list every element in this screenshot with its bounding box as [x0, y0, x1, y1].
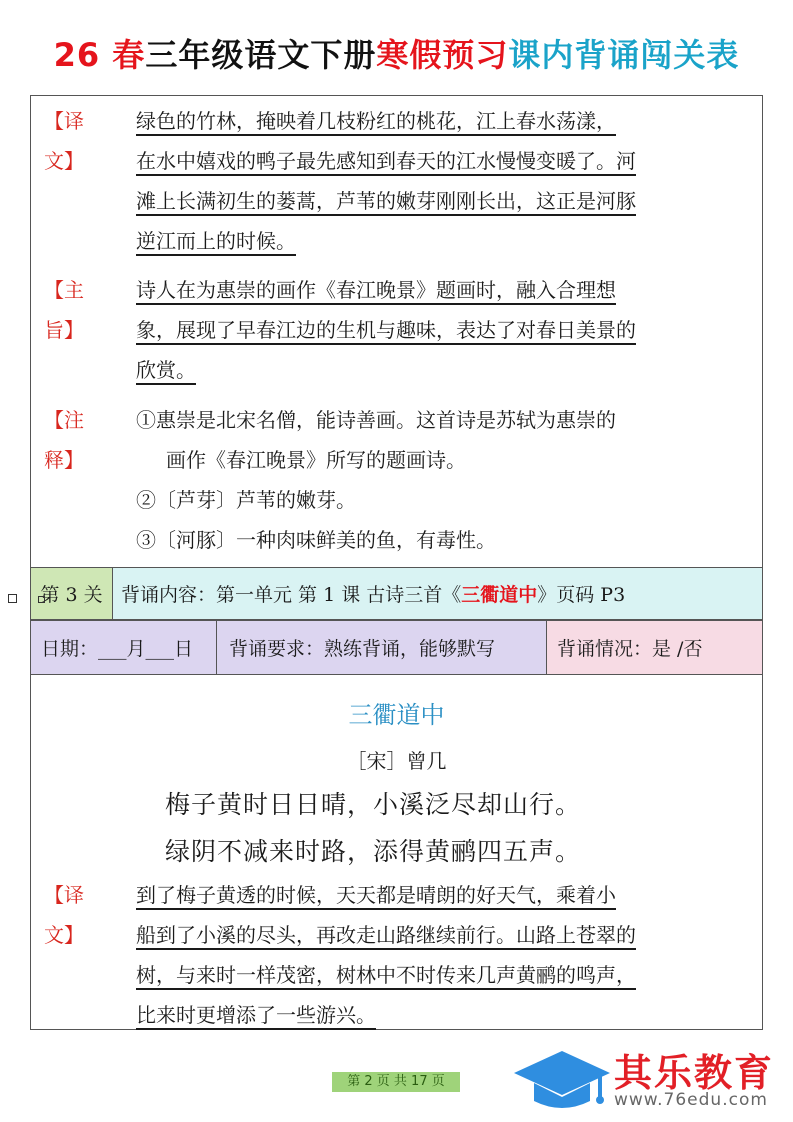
- poem-title: 三衢道中: [348, 701, 445, 729]
- lesson-title-highlight: 三衢道中: [461, 584, 538, 606]
- level-row: [30, 567, 763, 620]
- level-cell: [31, 568, 113, 619]
- status-text: 背诵情况：是 /否: [557, 638, 703, 660]
- content-cell: [113, 568, 762, 619]
- theme-line: 诗人在为惠崇的画作《春江晚景》题画时，融入合理想: [136, 278, 616, 302]
- date-field: 日期：___月___日: [41, 638, 194, 660]
- theme-tag: 【主旨】: [44, 278, 84, 342]
- requirement-text: 背诵要求：熟练背诵，能够默写: [229, 638, 496, 660]
- translation-line: 绿色的竹林，掩映着几枝粉红的桃花，江上春水荡漾，: [136, 109, 616, 133]
- requirement-cell: [217, 621, 547, 674]
- date-cell: [31, 621, 217, 674]
- title-part-table: 课内背诵闯关表: [508, 36, 740, 74]
- checkbox-marker: [8, 594, 17, 603]
- checkbox-marker-inner: [38, 596, 45, 603]
- info-row: [30, 620, 763, 675]
- title-part-preview: 寒假预习: [376, 36, 509, 74]
- poem-line: 绿阴不减来时路，添得黄鹂四五声。: [165, 837, 582, 866]
- theme-line: 象，展现了早春江边的生机与趣味，表达了对春日美景的: [136, 318, 636, 342]
- translation-line: 到了梅子黄透的时候，天天都是晴朗的好天气，乘着小: [136, 883, 616, 907]
- translation-line: 船到了小溪的尽头，再改走山路继续前行。山路上苍翠的: [136, 923, 636, 947]
- status-cell: [547, 621, 762, 674]
- level-label: 第 3 关: [40, 584, 103, 606]
- title-part-year: 26 春: [53, 36, 146, 74]
- page-number: 第 2 页 共 17 页: [332, 1072, 460, 1092]
- poem-author: ［宋］曾几: [346, 749, 447, 773]
- translation-line: 滩上长满初生的蒌蒿，芦苇的嫩芽刚刚长出，这正是河豚: [136, 189, 636, 213]
- translation-line: 比来时更增添了一些游兴。: [136, 1003, 376, 1027]
- note-line: ②〔芦芽〕芦苇的嫩芽。: [136, 488, 356, 512]
- content-prefix: 背诵内容：第一单元 第 1 课 古诗三首《: [121, 584, 462, 606]
- translation-line: 在水中嬉戏的鸭子最先感知到春天的江水慢慢变暖了。河: [136, 149, 636, 173]
- poem-line: 梅子黄时日日晴，小溪泛尽却山行。: [165, 790, 582, 819]
- note-line: 画作《春江晚景》所写的题画诗。: [166, 448, 466, 472]
- notes-tag: 【注释】: [44, 408, 84, 472]
- note-line: ③〔河豚〕一种肉味鲜美的鱼，有毒性。: [136, 528, 496, 552]
- title-part-grade: 三年级语文下册: [145, 36, 377, 74]
- page-title: [0, 30, 793, 76]
- brand-url: www.76edu.com: [614, 1090, 768, 1110]
- translation-tag: 【译文】: [44, 109, 84, 173]
- translation-line: 逆江而上的时候。: [136, 229, 296, 253]
- theme-line: 欣赏。: [136, 358, 196, 382]
- translation-tag: 【译文】: [44, 883, 84, 947]
- note-line: ①惠崇是北宋名僧，能诗善画。这首诗是苏轼为惠崇的: [136, 408, 616, 432]
- content-suffix: 》页码 P3: [537, 584, 626, 606]
- translation-line: 树，与来时一样茂密，树林中不时传来几声黄鹂的鸣声，: [136, 963, 636, 987]
- brand-name: 其乐教育: [614, 1051, 775, 1095]
